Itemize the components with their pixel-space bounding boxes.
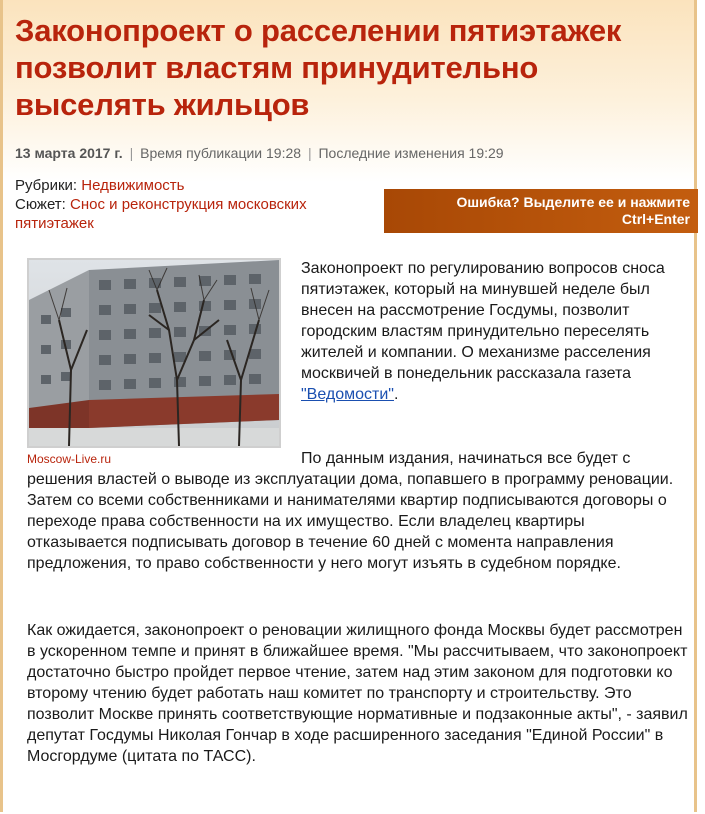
paragraph-1-text: Законопроект по регулированию вопросов сноса пятиэтажек, который на минувшей неделе был внесен на рассмотрение Госдумы, позволит городским властям принудительно переселять жителей и компании. О механизме расселения москвичей в понедельник рассказала газета [301, 260, 665, 382]
publish-time: Время публикации 19:28 [140, 145, 302, 161]
photo-caption-link[interactable]: Moscow-Live.ru [27, 452, 112, 466]
article-paragraph-2: По данным издания, начинаться все будет с решения властей о выводе из эксплуатации дома, попавшего в программу реновации. Затем со всеми собственниками и нанимателями квартир подписываются договоры о переходе права собственности на их имущество. Если владелец квартиры отказывается подписывать договор в течение 60 дней с момента направления предложения, то право собственности у него могут изъять в судебном порядке. [27, 450, 674, 572]
error-report-box [384, 189, 698, 233]
error-report-line2: Ctrl+Enter [621, 211, 690, 227]
update-time: Последние изменения 19:29 [318, 145, 504, 161]
article-photo[interactable] [27, 258, 281, 448]
paragraph-1-end: . [393, 386, 399, 403]
article-paragraph-3: Как ожидается, законопроект о реновации жилищного фонда Москвы будет рассмотрен в ускоренном темпе и принят в ближайшее время. "Мы рассчитываем, что законопроект достаточно быстро пройдет первое чтение, затем над этим законом для подготовки ко второму чтению будет работать наш комитет по транспорту и строительству. Это позволит Москве принять соответствующие нормативные и подзаконные акты", - заявил депутат Госдумы Николая Гончар в ходе расширенного заседания "Единой России" в Мосгордуме (цитата по ТАСС). [27, 622, 688, 765]
meta-separator: | [129, 145, 134, 161]
article-title: Законопроект о расселении пятиэтажек позволит властям принудительно выселять жильцов [15, 13, 622, 122]
rubric-link[interactable]: Недвижимость [81, 177, 185, 194]
publish-date: 13 марта 2017 г. [15, 145, 123, 161]
rubric-label: Рубрики: [15, 177, 78, 194]
meta-separator: | [307, 145, 312, 161]
article-meta [15, 145, 504, 161]
plot-label: Сюжет: [15, 196, 66, 213]
building-photo-image [29, 260, 279, 446]
plot-link[interactable]: Снос и реконструкция московских пятиэтажек [15, 196, 307, 232]
plot-row [15, 195, 375, 233]
rubric-row [15, 176, 375, 195]
article-paragraph-1 [301, 258, 686, 405]
error-report-line1: Ошибка? Выделите ее и нажмите [456, 194, 690, 210]
article-photo-block [27, 258, 281, 466]
vedomosti-link[interactable]: "Ведомости" [301, 386, 394, 403]
rubrics-block [15, 176, 375, 233]
